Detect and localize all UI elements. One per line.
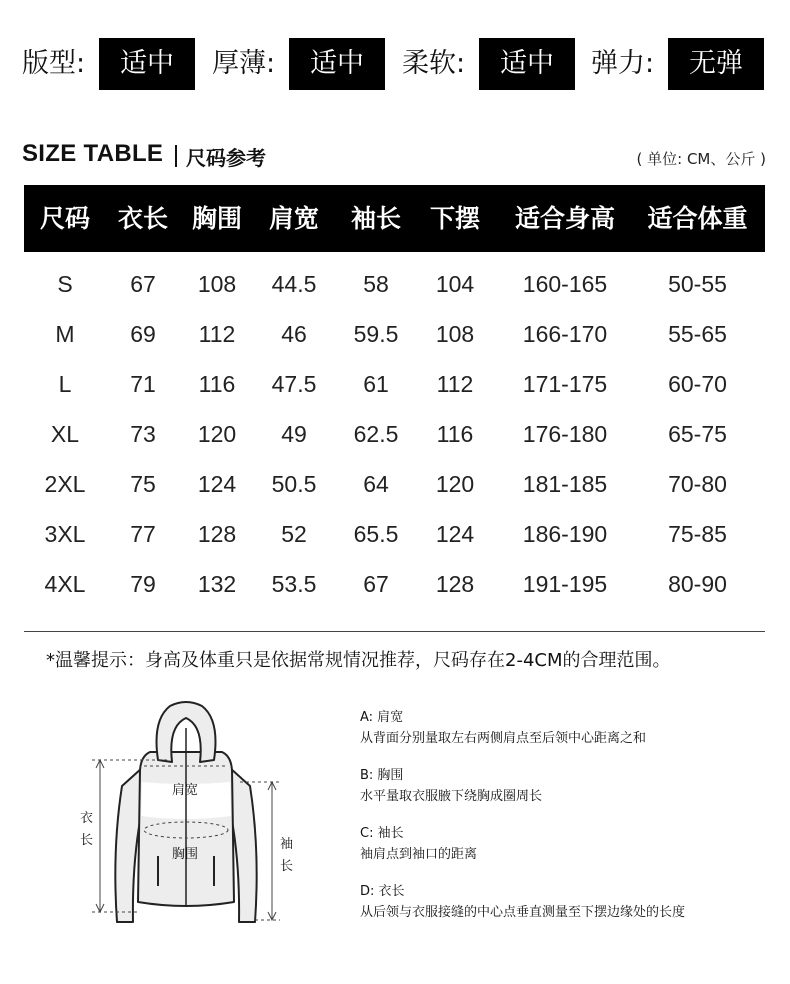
cell-hem: 112 [436, 371, 474, 397]
cell-hem: 116 [436, 421, 474, 447]
cell-sleeve: 61 [363, 371, 389, 397]
header-hem: 下摆 [429, 204, 480, 233]
cell-length: 71 [130, 371, 156, 397]
attr-label-elasticity: 弹力: [591, 48, 655, 79]
cell-chest: 128 [197, 521, 237, 547]
cell-chest: 108 [197, 271, 237, 297]
sleeve-label-1: 袖 [280, 837, 294, 852]
cell-size: 4XL [44, 571, 86, 597]
cell-weight: 75-85 [668, 521, 727, 547]
table-row [24, 259, 765, 309]
table-row [24, 359, 765, 409]
cell-size: 3XL [44, 521, 86, 547]
cell-shoulder: 50.5 [271, 471, 317, 497]
legend-desc: 从后领与衣服接缝的中心点垂直测量至下摆边缘处的长度 [360, 905, 686, 920]
length-label-1: 衣 [80, 811, 94, 826]
cell-weight: 70-80 [668, 471, 727, 497]
cell-sleeve: 62.5 [353, 421, 399, 447]
legend-title: D: 衣长 [360, 884, 405, 899]
attr-value-thickness: 适中 [289, 38, 385, 90]
cell-hem: 128 [435, 571, 475, 597]
legend-title: C: 袖长 [360, 826, 404, 841]
legend-title: A: 肩宽 [360, 710, 404, 725]
legend-desc: 水平量取衣服腋下绕胸成圈周长 [360, 789, 543, 804]
size-table-header [24, 185, 765, 252]
cell-length: 75 [130, 471, 156, 497]
attr-value-elasticity: 无弹 [668, 38, 764, 90]
attr-label-softness: 柔软: [402, 48, 466, 79]
legend-item-length [360, 882, 780, 924]
table-row [24, 409, 765, 459]
cell-length: 77 [130, 521, 156, 547]
cell-height: 191-195 [522, 571, 608, 597]
divider [24, 631, 765, 632]
cell-height: 181-185 [522, 471, 608, 497]
measurement-legend [360, 708, 780, 940]
cell-weight: 50-55 [668, 271, 727, 297]
cell-shoulder: 53.5 [271, 571, 317, 597]
attr-value-softness: 适中 [479, 38, 575, 90]
cell-chest: 124 [197, 471, 237, 497]
cell-height: 176-180 [522, 421, 608, 447]
header-size: 尺码 [39, 204, 90, 233]
title-separator [175, 145, 177, 167]
cell-sleeve: 59.5 [353, 321, 399, 347]
cell-size: S [57, 271, 73, 297]
legend-item-shoulder [360, 708, 780, 750]
cell-size: M [55, 321, 75, 347]
header-length: 衣长 [117, 204, 168, 233]
cell-sleeve: 67 [363, 571, 389, 597]
cell-sleeve: 64 [363, 471, 389, 497]
cell-height: 171-175 [522, 371, 608, 397]
legend-desc: 袖肩点到袖口的距离 [360, 847, 478, 862]
cell-length: 69 [130, 321, 156, 347]
cell-height: 160-165 [522, 271, 608, 297]
cell-size: L [58, 371, 72, 397]
size-table-subtitle: 尺码参考 [186, 146, 266, 170]
cell-size: 2XL [44, 471, 86, 497]
attribute-strip [0, 38, 790, 90]
header-chest: 胸围 [191, 204, 242, 233]
cell-hem: 124 [435, 521, 475, 547]
legend-title: B: 胸围 [360, 768, 404, 783]
unit-note: ( 单位: CM、公斤 ) [636, 150, 766, 168]
cell-shoulder: 49 [281, 421, 307, 447]
cell-sleeve: 58 [363, 271, 389, 297]
cell-weight: 80-90 [668, 571, 727, 597]
cell-chest: 112 [198, 321, 236, 347]
header-height: 适合身高 [514, 204, 615, 233]
cell-hem: 120 [435, 471, 475, 497]
legend-desc: 从背面分别量取左右两侧肩点至后领中心距离之和 [360, 731, 647, 746]
table-row [24, 459, 765, 509]
attr-label-fit: 版型: [22, 48, 86, 79]
sleeve-label-2: 长 [280, 859, 294, 874]
attr-label-thickness: 厚薄: [212, 48, 276, 79]
cell-length: 73 [130, 421, 156, 447]
cell-chest: 132 [197, 571, 237, 597]
header-shoulder: 肩宽 [268, 204, 319, 233]
cell-chest: 120 [197, 421, 237, 447]
cell-shoulder: 44.5 [271, 271, 317, 297]
jacket-diagram [0, 690, 340, 950]
header-sleeve: 袖长 [350, 204, 401, 233]
cell-weight: 55-65 [668, 321, 727, 347]
tip-note: *温馨提示：身高及体重只是依据常规情况推荐，尺码存在2-4CM的合理范围。 [46, 650, 671, 671]
cell-hem: 108 [435, 321, 475, 347]
table-row [24, 559, 765, 609]
cell-length: 67 [130, 271, 156, 297]
cell-shoulder: 52 [281, 521, 307, 547]
legend-item-sleeve [360, 824, 780, 866]
attr-value-fit: 适中 [99, 38, 195, 90]
table-row [24, 509, 765, 559]
legend-item-chest [360, 766, 780, 808]
size-table-title: SIZE TABLE [22, 140, 164, 167]
cell-height: 186-190 [522, 521, 608, 547]
cell-size: XL [50, 421, 80, 447]
cell-shoulder: 46 [281, 321, 307, 347]
cell-sleeve: 65.5 [353, 521, 399, 547]
length-label-2: 长 [80, 833, 94, 848]
cell-height: 166-170 [522, 321, 608, 347]
chest-label: 胸围 [172, 847, 199, 862]
cell-hem: 104 [435, 271, 475, 297]
cell-chest: 116 [198, 371, 236, 397]
header-weight: 适合体重 [647, 204, 748, 233]
table-row [24, 309, 765, 359]
cell-shoulder: 47.5 [271, 371, 317, 397]
cell-weight: 60-70 [668, 371, 727, 397]
shoulder-label: 肩宽 [172, 783, 199, 798]
cell-length: 79 [130, 571, 156, 597]
cell-weight: 65-75 [668, 421, 727, 447]
